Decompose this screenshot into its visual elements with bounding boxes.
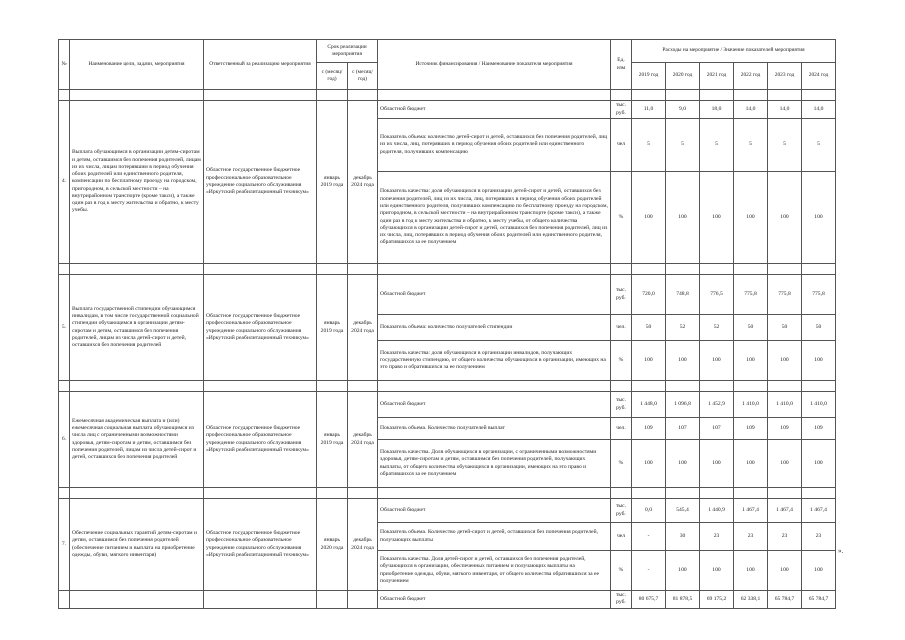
value-cell: 100 [768,551,802,591]
value-cell: 100 [734,172,768,264]
spacer-cell [59,381,70,392]
source-or-indicator: Показатель качества: доля обучающихся в организации инвалидов, получающих государственную стипендию, от общего количества обучающихся в организации, имеющих на это право и обратившихся за ее получением [378,341,611,381]
spacer-cell [734,381,768,392]
value-cell: 18,0 [700,101,734,119]
total-value: 65 784,7 [768,591,802,609]
value-cell: 109 [768,418,802,440]
spacer-cell [700,90,734,101]
header-year: 2023 год [768,63,802,90]
period-end: декабрь 2024 года [348,101,378,264]
value-cell: 23 [802,523,836,551]
value-cell: 100 [734,551,768,591]
header-end: с (месяц/ год) [348,63,378,90]
spacer-row [59,90,836,101]
spacer-cell [700,264,734,275]
value-cell: 5 [734,119,768,172]
value-cell: 1 410,0 [768,392,802,418]
source-or-indicator: Областной бюджет [378,101,611,119]
value-cell: 23 [734,523,768,551]
spacer-cell [802,264,836,275]
spacer-cell [348,90,378,101]
source-or-indicator: Областной бюджет [378,275,611,315]
value-cell: 100 [700,172,734,264]
header-row [59,40,836,63]
value-cell: 14,0 [802,101,836,119]
spacer-cell [802,90,836,101]
spacer-cell [59,90,70,101]
value-cell: - [632,551,666,591]
source-or-indicator: Показатель качества. Доля обучающихся в организации, с ограниченными возможностями здоровья, детям-сиротам и детям, оставшимся без попечения родителей, получающих выплаты, от общего количества обучающихся в организации, имеющих на это право и обратившихся за ее получением [378,440,611,488]
value-cell: 52 [666,315,700,341]
row-number: 6. [59,392,70,488]
value-cell: 100 [666,551,700,591]
measure-name: Выплата государственной стипендии обучающимся инвалидам, в том числе государственной социальной стипендии обучающимся в организации детям-сиротам и детям, оставшимся без попечения родителей, лицам из числа детей-сирот и детей, оставшихся без попечения родителей [70,275,204,381]
unit-cell: % [611,551,632,591]
source-or-indicator: Областной бюджет [378,392,611,418]
value-cell: 100 [734,341,768,381]
spacer-cell [70,381,204,392]
value-cell: 100 [768,341,802,381]
value-cell: 5 [666,119,700,172]
period-start: январь 2019 года [317,101,348,264]
source-or-indicator: Показатель объема. Количество детей-сирот и детей, оставшихся без попечения родителей, получающих выплаты [378,523,611,551]
header-responsible: Ответственный за реализацию мероприятия [204,40,317,90]
source-or-indicator: Показатель объема. Количество получателей выплат [378,418,611,440]
value-cell: 100 [666,172,700,264]
spacer-cell [348,381,378,392]
table-row [59,499,836,523]
spacer-cell [378,264,611,275]
value-cell: 100 [768,440,802,488]
spacer-cell [611,264,632,275]
period-start: январь 2020 года [317,499,348,591]
value-cell: 5 [768,119,802,172]
value-cell: 100 [700,341,734,381]
unit-cell: чел. [611,315,632,341]
value-cell: 23 [700,523,734,551]
value-cell: 748,8 [666,275,700,315]
spacer-cell [632,90,666,101]
value-cell: 775,8 [802,275,836,315]
spacer-cell [348,264,378,275]
total-label: Областной бюджет [378,591,611,609]
value-cell: 100 [632,172,666,264]
value-cell: 1 410,0 [734,392,768,418]
value-cell: 545,4 [666,499,700,523]
value-cell: 100 [802,341,836,381]
spacer-cell [70,90,204,101]
period-end: декабрь 2024 года [348,275,378,381]
value-cell: 1 467,4 [802,499,836,523]
value-cell: 11,0 [632,101,666,119]
header-source: Источник финансирования / Наименование показателя мероприятия [378,40,611,90]
spacer-cell [666,90,700,101]
value-cell: 100 [802,440,836,488]
total-value: 65 784,7 [802,591,836,609]
spacer-row [59,381,836,392]
spacer-cell [70,488,204,499]
header-unit: Ед. изм [611,40,632,90]
header-start: с (месяц/ год) [317,63,348,90]
total-unit: тыс. руб. [611,591,632,609]
row-number: 7. [59,499,70,591]
spacer-cell [204,264,317,275]
value-cell: 100 [666,440,700,488]
value-cell: 14,0 [768,101,802,119]
value-cell: 720,0 [632,275,666,315]
spacer-cell [700,381,734,392]
value-cell: 1 410,0 [802,392,836,418]
value-cell: 100 [666,341,700,381]
spacer-cell [768,264,802,275]
value-cell: 100 [734,440,768,488]
value-cell: 109 [632,418,666,440]
spacer-cell [734,488,768,499]
empty-cell [59,591,70,609]
value-cell: 1 467,4 [768,499,802,523]
spacer-cell [734,90,768,101]
spacer-cell [768,488,802,499]
spacer-cell [802,381,836,392]
spacer-cell [317,264,348,275]
value-cell: 100 [802,172,836,264]
empty-cell [70,591,204,609]
spacer-cell [317,488,348,499]
spacer-cell [611,488,632,499]
responsible-org: Областное государственное бюджетное профессиональное образовательное учреждение социального обслуживания «Иркутский реабилитационный техникум» [204,275,317,381]
row-number: 4. [59,101,70,264]
responsible-org: Областное государственное бюджетное профессиональное образовательное учреждение социального обслуживания «Иркутский реабилитационный техникум» [204,499,317,591]
value-cell: 100 [768,172,802,264]
spacer-cell [632,381,666,392]
unit-cell: % [611,341,632,381]
header-year: 2020 год [666,63,700,90]
spacer-cell [632,488,666,499]
table-row [59,392,836,418]
spacer-cell [611,90,632,101]
value-cell: 775,8 [734,275,768,315]
value-cell: 775,8 [768,275,802,315]
spacer-cell [700,488,734,499]
unit-cell: чел [611,523,632,551]
empty-cell [348,591,378,609]
spacer-cell [204,90,317,101]
spacer-cell [632,264,666,275]
spacer-cell [378,381,611,392]
spacer-cell [768,90,802,101]
value-cell: 776,5 [700,275,734,315]
unit-cell: тыс. руб. [611,101,632,119]
value-cell: 5 [802,119,836,172]
total-value: 81 878,5 [666,591,700,609]
unit-cell: чел. [611,418,632,440]
source-or-indicator: Показатель объема: количество детей-сирот и детей, оставшихся без попечения родителей, лиц из их числа, лиц, потерявших в период обучения обоих родителей или единственного родителя, получивших компенсацию [378,119,611,172]
period-end: декабрь 2024 года [348,499,378,591]
unit-cell: чел [611,119,632,172]
value-cell: 100 [632,440,666,488]
value-cell: 107 [666,418,700,440]
total-value: 62 338,1 [734,591,768,609]
unit-cell: тыс. руб. [611,275,632,315]
value-cell: 23 [768,523,802,551]
spacer-cell [204,488,317,499]
value-cell: 100 [700,440,734,488]
spacer-cell [666,264,700,275]
value-cell: 14,0 [734,101,768,119]
period-start: январь 2019 года [317,392,348,488]
header-name: Наименование цели, задачи, мероприятия [70,40,204,90]
header-year: 2021 год [700,63,734,90]
value-cell: 50 [632,315,666,341]
value-cell: 1 452,9 [700,392,734,418]
spacer-cell [59,488,70,499]
value-cell: 50 [768,315,802,341]
unit-cell: тыс. руб. [611,392,632,418]
table-row [59,275,836,315]
value-cell: 1 440,9 [700,499,734,523]
value-cell: 52 [700,315,734,341]
spacer-cell [666,381,700,392]
measure-name: Выплата обучающимся в организации детям-сиротам и детям, оставшимся без попечения родителей, лицам из их числа, лицам потерявшим в период обучения обоих родителей или единственного родителя, компенсации по бесплатному проезду на городском, пригородном, в сельской местности – на внутрирайонном транспорте (кроме такси), а также один раз в год к месту жительства и обратно, к месту учебы. [70,101,204,264]
spacer-cell [666,488,700,499]
responsible-org: Областное государственное бюджетное профессиональное образовательное учреждение социального обслуживания «Иркутский реабилитационный техникум» [204,101,317,264]
spacer-cell [59,264,70,275]
value-cell: 0,0 [632,499,666,523]
table-row [59,101,836,119]
measure-name: Ежемесячная академическая выплата и (или) ежемесячная социальная выплата обучающимся из числа лиц с ограниченными возможностями здоровья, детям-сиротам и детям, оставшимся без попечения родителей, лицам из числа детей-сирот и детей, оставшихся без попечения родителей [70,392,204,488]
spacer-cell [611,381,632,392]
header-year: 2019 год [632,63,666,90]
header-period: Срок реализации мероприятия [317,40,378,63]
total-value: 80 675,7 [632,591,666,609]
empty-cell [317,591,348,609]
header-no: № [59,40,70,90]
source-or-indicator: Показатель качества: доля обучающихся в организации детей-сирот и детей, оставшихся без попечения родителей, лиц из их числа, лиц, потерявших в период обучения обоих родителей или единственного родителя, получивших компенсацию по бесплатному проезду на городском, пригородном, в сельской местности – на внутрирайонном транспорте (кроме такси), а также один раз в год к месту жительства и обратно, к месту учебы, от общего количества обучающихся в организации детей-сирот и детей, оставшихся без попечения родителей, лиц из их числа, лиц, потерявших в период обучения обоих родителей или единственного родителя, обратившихся за ее получением [378,172,611,264]
unit-cell: тыс. руб. [611,499,632,523]
period-start: январь 2019 года [317,275,348,381]
total-value: 69 175,2 [700,591,734,609]
spacer-cell [378,488,611,499]
value-cell: 100 [802,551,836,591]
spacer-cell [348,488,378,499]
responsible-org: Областное государственное бюджетное профессиональное образовательное учреждение социального обслуживания «Иркутский реабилитационный техникум» [204,392,317,488]
value-cell: 109 [734,418,768,440]
total-row [59,591,836,609]
spacer-row [59,488,836,499]
measure-name: Обеспечение социальных гарантий детям-сиротам и детям, оставшимся без попечения родителей (обеспечение питанием и выплата на приобретение одежды, обуви, мягкого инвентаря) [70,499,204,591]
value-cell: 1 448,0 [632,392,666,418]
value-cell: 1 096,8 [666,392,700,418]
spacer-cell [317,381,348,392]
value-cell: 1 467,4 [734,499,768,523]
spacer-cell [204,381,317,392]
value-cell: 50 [734,315,768,341]
header-year: 2022 год [734,63,768,90]
closing-quote: ». [838,547,844,555]
period-end: декабрь 2024 года [348,392,378,488]
source-or-indicator: Показатель качества. Доля детей-сирот и детей, оставшихся без попечения родителей, обучающихся в организации, обеспеченных питанием и получающих выплаты на приобретение одежды, обуви, мягкого инвентаря, от общего количества обратившихся за ее получением [378,551,611,591]
header-year: 2024 год [802,63,836,90]
value-cell: 100 [632,341,666,381]
empty-cell [204,591,317,609]
source-or-indicator: Областной бюджет [378,499,611,523]
spacer-cell [768,381,802,392]
spacer-row [59,264,836,275]
measures-table [58,39,836,609]
spacer-cell [70,264,204,275]
value-cell: 50 [802,315,836,341]
spacer-cell [734,264,768,275]
unit-cell: % [611,172,632,264]
unit-cell: % [611,440,632,488]
value-cell: 107 [700,418,734,440]
value-cell: 9,0 [666,101,700,119]
spacer-cell [378,90,611,101]
value-cell: 5 [700,119,734,172]
source-or-indicator: Показатель объема: количество получателей стипендии [378,315,611,341]
header-expenses: Расходы на мероприятие / Значение показателей мероприятия [632,40,836,63]
spacer-cell [317,90,348,101]
spacer-cell [802,488,836,499]
value-cell: 100 [700,551,734,591]
value-cell: 109 [802,418,836,440]
value-cell: 30 [666,523,700,551]
value-cell: - [632,523,666,551]
row-number: 5. [59,275,70,381]
value-cell: 5 [632,119,666,172]
